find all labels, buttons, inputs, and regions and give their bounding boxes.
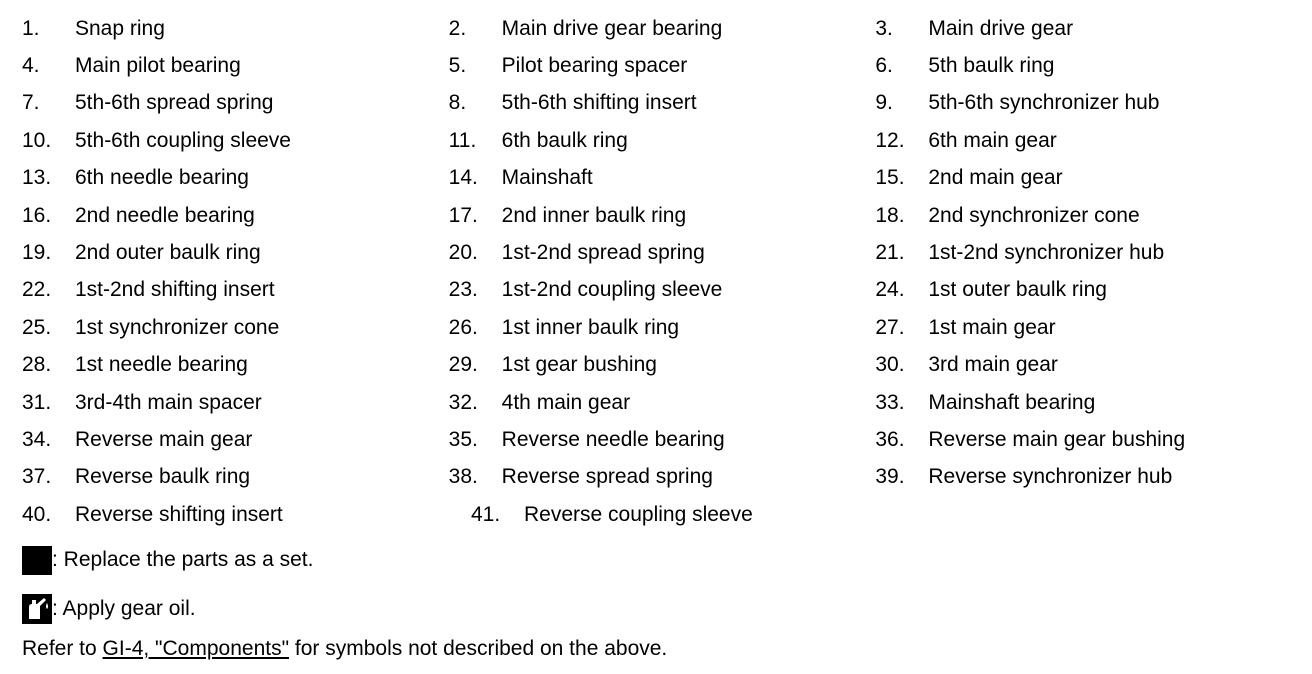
parts-row [22, 384, 1302, 421]
part-number: 36. [875, 427, 905, 451]
part-number: 13. [22, 166, 52, 190]
part-number: 2. [448, 16, 467, 40]
part-item [22, 91, 449, 115]
parts-row [22, 85, 1302, 122]
part-item [449, 391, 876, 415]
part-name: 2nd inner baulk ring [501, 203, 687, 227]
part-number: 6. [875, 54, 893, 78]
parts-row [22, 122, 1302, 159]
part-number: 40. [22, 502, 52, 526]
part-number: 20. [448, 241, 478, 265]
part-number: 35. [448, 427, 478, 451]
oil-can-icon [22, 594, 52, 624]
part-number: 10. [22, 128, 52, 152]
part-name: 1st-2nd synchronizer hub [928, 241, 1165, 265]
part-number: 29. [448, 353, 478, 377]
part-name: 1st-2nd coupling sleeve [501, 278, 723, 302]
part-item [22, 204, 449, 228]
part-item [875, 129, 1302, 153]
part-name: Main drive gear bearing [501, 16, 723, 40]
part-name: Reverse coupling sleeve [524, 502, 753, 526]
part-item [22, 391, 449, 415]
part-item [875, 91, 1302, 115]
parts-row [22, 347, 1302, 384]
part-number: 14. [448, 166, 478, 190]
part-name: Pilot bearing spacer [501, 54, 688, 78]
part-item [22, 316, 449, 340]
legend-apply-oil [22, 592, 196, 626]
part-item [22, 353, 449, 377]
parts-row [22, 421, 1302, 458]
part-item [875, 204, 1302, 228]
part-item [22, 241, 449, 265]
part-number: 25. [22, 315, 52, 339]
part-name: 4th main gear [501, 390, 631, 414]
parts-row [22, 10, 1302, 47]
part-number: 41. [471, 502, 501, 526]
legend-apply-oil-text: : Apply gear oil. [52, 597, 196, 620]
legend-replace-set [22, 545, 313, 575]
part-item [22, 129, 449, 153]
part-number: 27. [875, 315, 905, 339]
parts-row [22, 459, 1302, 496]
components-reference-link[interactable]: GI-4, "Components" [102, 637, 290, 660]
part-number: 24. [875, 278, 905, 302]
part-name: Main drive gear [928, 16, 1074, 40]
part-number: 21. [875, 241, 905, 265]
parts-row [22, 47, 1302, 84]
part-name: 3rd-4th main spacer [75, 390, 262, 414]
part-number: 37. [22, 465, 52, 489]
part-number: 3. [875, 16, 893, 40]
part-number: 26. [448, 315, 478, 339]
part-item [449, 54, 876, 78]
part-name: 2nd synchronizer cone [928, 203, 1140, 227]
part-number: 30. [875, 353, 905, 377]
part-item [471, 503, 920, 527]
part-name: 1st inner baulk ring [501, 315, 680, 339]
part-number: 16. [22, 203, 52, 227]
refer-note [22, 637, 667, 661]
part-name: 1st synchronizer cone [75, 315, 280, 339]
part-number: 8. [448, 91, 467, 115]
part-name: 3rd main gear [928, 353, 1058, 377]
parts-row [22, 234, 1302, 271]
part-item [449, 428, 876, 452]
part-item [449, 316, 876, 340]
part-number: 23. [448, 278, 478, 302]
parts-row [22, 160, 1302, 197]
part-number: 32. [448, 390, 478, 414]
black-square-icon [22, 546, 52, 575]
part-item [22, 503, 471, 527]
part-name: 6th main gear [928, 128, 1057, 152]
refer-suffix: for symbols not described on the above. [289, 637, 668, 660]
part-item [22, 278, 449, 302]
part-name: 6th needle bearing [75, 166, 249, 190]
part-name: 2nd main gear [928, 166, 1063, 190]
part-item [449, 278, 876, 302]
part-number: 34. [22, 427, 52, 451]
parts-row [22, 197, 1302, 234]
part-name: Reverse spread spring [501, 465, 713, 489]
part-number: 19. [22, 241, 52, 265]
part-item [449, 17, 876, 41]
part-item [875, 353, 1302, 377]
part-name: Main pilot bearing [75, 54, 241, 78]
part-name: Snap ring [75, 16, 165, 40]
part-name: Mainshaft bearing [928, 390, 1096, 414]
part-item [22, 54, 449, 78]
part-number: 1. [22, 16, 40, 40]
part-number: 18. [875, 203, 905, 227]
part-item [449, 204, 876, 228]
part-number: 12. [875, 128, 905, 152]
parts-list [22, 10, 1302, 533]
part-item [449, 91, 876, 115]
part-number: 39. [875, 465, 905, 489]
part-name: 5th-6th coupling sleeve [75, 128, 291, 152]
refer-prefix: Refer to [22, 637, 103, 660]
parts-row [22, 272, 1302, 309]
part-number: 17. [448, 203, 478, 227]
part-item [22, 166, 449, 190]
part-number: 11. [448, 128, 477, 152]
part-number: 7. [22, 91, 40, 115]
part-name: 5th baulk ring [928, 54, 1055, 78]
part-name: 2nd needle bearing [75, 203, 255, 227]
part-name: Reverse main gear [75, 427, 253, 451]
part-name: Reverse baulk ring [75, 465, 251, 489]
part-item [875, 316, 1302, 340]
part-number: 4. [22, 54, 40, 78]
part-number: 33. [875, 390, 905, 414]
part-item [875, 391, 1302, 415]
parts-row [22, 309, 1302, 346]
part-name: 5th-6th spread spring [75, 91, 274, 115]
part-name: 1st outer baulk ring [928, 278, 1107, 302]
part-name: 1st main gear [928, 315, 1056, 339]
part-number: 9. [875, 91, 893, 115]
part-name: 1st-2nd spread spring [501, 241, 705, 265]
part-name: 6th baulk ring [501, 128, 628, 152]
part-name: 5th-6th synchronizer hub [928, 91, 1160, 115]
part-item [449, 353, 876, 377]
part-name: Reverse shifting insert [75, 502, 283, 526]
legend-replace-set-text: : Replace the parts as a set. [52, 548, 314, 571]
part-number: 38. [448, 465, 478, 489]
parts-row [22, 496, 1302, 533]
part-item [875, 428, 1302, 452]
part-item [449, 129, 876, 153]
part-number: 5. [448, 54, 467, 78]
part-number: 28. [22, 353, 52, 377]
part-item [875, 17, 1302, 41]
part-number: 15. [875, 166, 905, 190]
part-item [875, 166, 1302, 190]
part-item [449, 241, 876, 265]
part-number: 22. [22, 278, 52, 302]
part-item [449, 166, 876, 190]
part-name: Reverse synchronizer hub [928, 465, 1173, 489]
part-name: 1st-2nd shifting insert [75, 278, 275, 302]
part-name: Reverse main gear bushing [928, 427, 1186, 451]
part-item [875, 54, 1302, 78]
part-name: Reverse needle bearing [501, 427, 725, 451]
part-item [22, 465, 449, 489]
part-number: 31. [22, 390, 52, 414]
part-name: 1st needle bearing [75, 353, 248, 377]
part-item [875, 465, 1302, 489]
part-name: 5th-6th shifting insert [501, 91, 697, 115]
part-name: 1st gear bushing [501, 353, 657, 377]
part-item [22, 17, 449, 41]
part-item [22, 428, 449, 452]
part-item [875, 241, 1302, 265]
part-item [875, 278, 1302, 302]
part-name: 2nd outer baulk ring [75, 241, 261, 265]
part-item [449, 465, 876, 489]
part-name: Mainshaft [501, 166, 593, 190]
